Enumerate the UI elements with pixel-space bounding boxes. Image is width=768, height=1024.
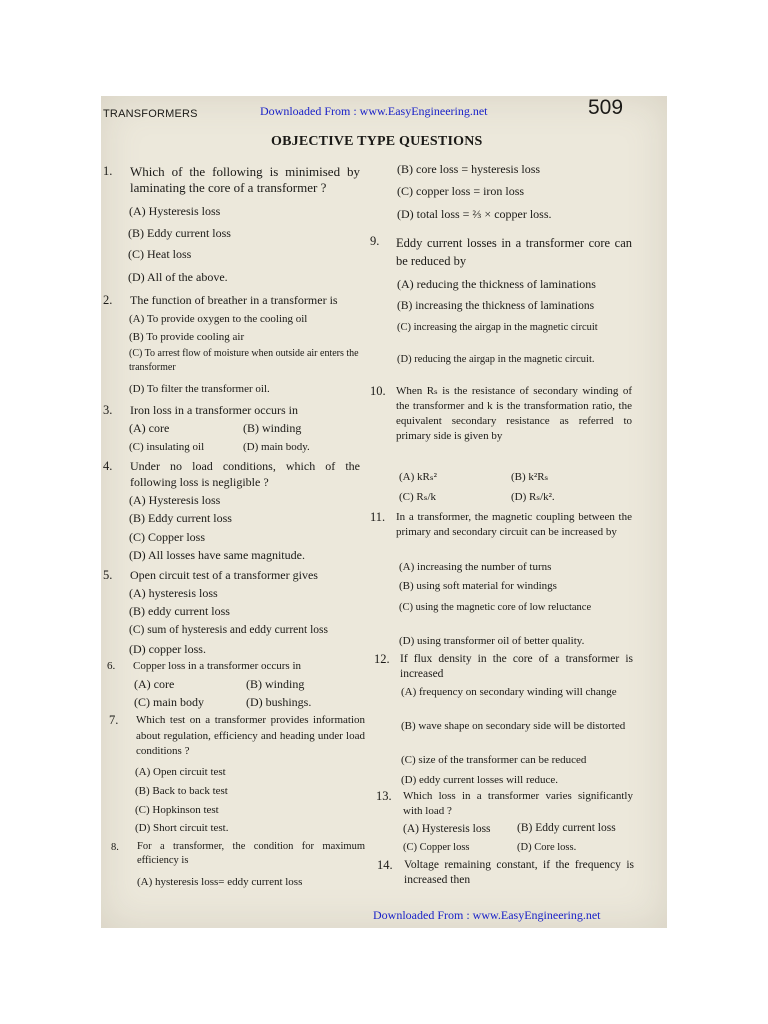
option: (A) Hysteresis loss bbox=[129, 204, 221, 218]
option: (C) Copper loss bbox=[403, 842, 470, 853]
option: (C) Heat loss bbox=[128, 247, 192, 261]
question-number: 12. bbox=[374, 652, 390, 666]
option: (D) main body. bbox=[243, 441, 310, 453]
question-number: 7. bbox=[109, 713, 119, 727]
option: (B) Eddy current loss bbox=[129, 511, 232, 525]
question-8-continued bbox=[101, 162, 667, 222]
section-title: OBJECTIVE TYPE QUESTIONS bbox=[271, 134, 483, 149]
option: (D) Short circuit test. bbox=[135, 822, 229, 834]
question-number: 2. bbox=[103, 293, 113, 307]
question-number: 13. bbox=[376, 789, 392, 803]
question-text: Copper loss in a transformer occurs in bbox=[133, 660, 302, 672]
question-13 bbox=[101, 789, 667, 854]
option: (A) hysteresis loss= eddy current loss bbox=[137, 876, 303, 888]
option: (A) core bbox=[134, 677, 175, 691]
option: (A) Open circuit test bbox=[135, 766, 226, 778]
question-number: 10. bbox=[370, 384, 386, 398]
option: (B) using soft material for windings bbox=[399, 580, 557, 592]
question-text: The function of breather in a transformer is bbox=[130, 293, 338, 307]
option: (C) Rₛ/k bbox=[399, 491, 437, 503]
option: (B) winding bbox=[246, 677, 305, 691]
question-text: If flux density in the core of a transformer is increased bbox=[400, 653, 633, 680]
option: (C) To arrest flow of moisture when outside air enters the transformer bbox=[129, 348, 359, 373]
option: (A) kRₛ² bbox=[399, 471, 437, 483]
option: (D) reducing the airgap in the magnetic circuit. bbox=[397, 354, 595, 365]
question-9 bbox=[101, 234, 667, 384]
option: (D) eddy current losses will reduce. bbox=[401, 774, 559, 786]
question-text: In a transformer, the magnetic coupling between the primary and secondary circuit can be increased by bbox=[396, 511, 632, 538]
option: (B) To provide cooling air bbox=[129, 331, 245, 343]
option: (B) eddy current loss bbox=[129, 604, 230, 618]
question-number: 9. bbox=[370, 234, 380, 248]
option: (B) Back to back test bbox=[135, 785, 228, 797]
question-text: Voltage remaining constant, if the frequency is increased then bbox=[404, 859, 634, 886]
question-text: Open circuit test of a transformer gives bbox=[130, 568, 318, 582]
header-download-link[interactable]: Downloaded From : www.EasyEngineering.net bbox=[260, 104, 488, 118]
option: (A) hysteresis loss bbox=[129, 586, 218, 600]
page-number: 509 bbox=[588, 96, 624, 119]
option: (D) Core loss. bbox=[517, 842, 577, 853]
question-text: Under no load conditions, which of the following loss is negligible ? bbox=[130, 459, 360, 489]
question-number: 8. bbox=[111, 842, 119, 853]
option: (A) Hysteresis loss bbox=[129, 493, 221, 507]
option: (B) Eddy current loss bbox=[517, 822, 616, 834]
question-number: 14. bbox=[377, 858, 393, 872]
option: (D) copper loss. bbox=[129, 642, 206, 656]
question-14 bbox=[101, 858, 667, 893]
option: (D) To filter the transformer oil. bbox=[129, 383, 270, 395]
option: (A) Hysteresis loss bbox=[403, 823, 491, 835]
option: (C) Copper loss bbox=[129, 530, 205, 544]
question-text: Iron loss in a transformer occurs in bbox=[130, 403, 298, 417]
option: (C) Hopkinson test bbox=[135, 804, 219, 816]
option: (B) increasing the thickness of laminations bbox=[397, 300, 595, 312]
question-text: When Rₛ is the resistance of secondary winding of the transformer and k is the transformation ratio, the equivalent secondary resistance as referred to primary side is given by bbox=[396, 385, 632, 442]
question-number: 1. bbox=[103, 164, 113, 178]
question-10 bbox=[101, 384, 667, 509]
option: (C) sum of hysteresis and eddy current loss bbox=[129, 624, 328, 636]
option: (D) Rₛ/k². bbox=[511, 491, 555, 503]
option: (C) copper loss = iron loss bbox=[397, 184, 525, 198]
question-text: For a transformer, the condition for maximum efficiency is bbox=[137, 841, 365, 866]
option: (B) wave shape on secondary side will be distorted bbox=[401, 720, 626, 732]
question-12 bbox=[101, 652, 667, 792]
running-title: TRANSFORMERS bbox=[103, 108, 198, 120]
option: (B) core loss = hysteresis loss bbox=[397, 162, 541, 176]
option: (B) k²Rₛ bbox=[511, 471, 549, 483]
option: (D) bushings. bbox=[246, 695, 312, 709]
option: (A) To provide oxygen to the cooling oil bbox=[129, 313, 308, 325]
option: (A) core bbox=[129, 421, 170, 435]
footer-download-link[interactable]: Downloaded From : www.EasyEngineering.net bbox=[373, 908, 601, 922]
option: (C) increasing the airgap in the magnetic circuit bbox=[397, 322, 598, 333]
option: (A) increasing the number of turns bbox=[399, 561, 552, 573]
question-text: Eddy current losses in a transformer core can be reduced by bbox=[396, 236, 632, 268]
option: (C) using the magnetic core of low reluctance bbox=[399, 602, 592, 613]
option: (D) All losses have same magnitude. bbox=[129, 548, 305, 562]
question-text: Which test on a transformer provides information about regulation, efficiency and heading under load conditions ? bbox=[136, 714, 365, 757]
question-text: Which loss in a transformer varies significantly with load ? bbox=[403, 790, 633, 817]
question-number: 5. bbox=[103, 568, 113, 582]
option: (C) insulating oil bbox=[129, 441, 205, 453]
option: (C) size of the transformer can be reduced bbox=[401, 754, 587, 766]
question-number: 4. bbox=[103, 459, 113, 473]
option: (D) using transformer oil of better quality. bbox=[399, 635, 585, 647]
question-number: 11. bbox=[370, 510, 386, 524]
question-text: Which of the following is minimised by laminating the core of a transformer ? bbox=[130, 164, 360, 195]
option: (A) frequency on secondary winding will change bbox=[401, 686, 617, 698]
option: (B) winding bbox=[243, 421, 302, 435]
question-number: 3. bbox=[103, 403, 113, 417]
option: (D) All of the above. bbox=[128, 270, 228, 284]
question-11 bbox=[101, 510, 667, 650]
option: (D) total loss = ⅔ × copper loss. bbox=[397, 207, 552, 221]
option: (A) reducing the thickness of laminations bbox=[397, 277, 596, 291]
option: (C) main body bbox=[134, 695, 204, 709]
question-number: 6. bbox=[107, 660, 116, 672]
scanned-page bbox=[101, 96, 667, 928]
option: (B) Eddy current loss bbox=[128, 226, 231, 240]
